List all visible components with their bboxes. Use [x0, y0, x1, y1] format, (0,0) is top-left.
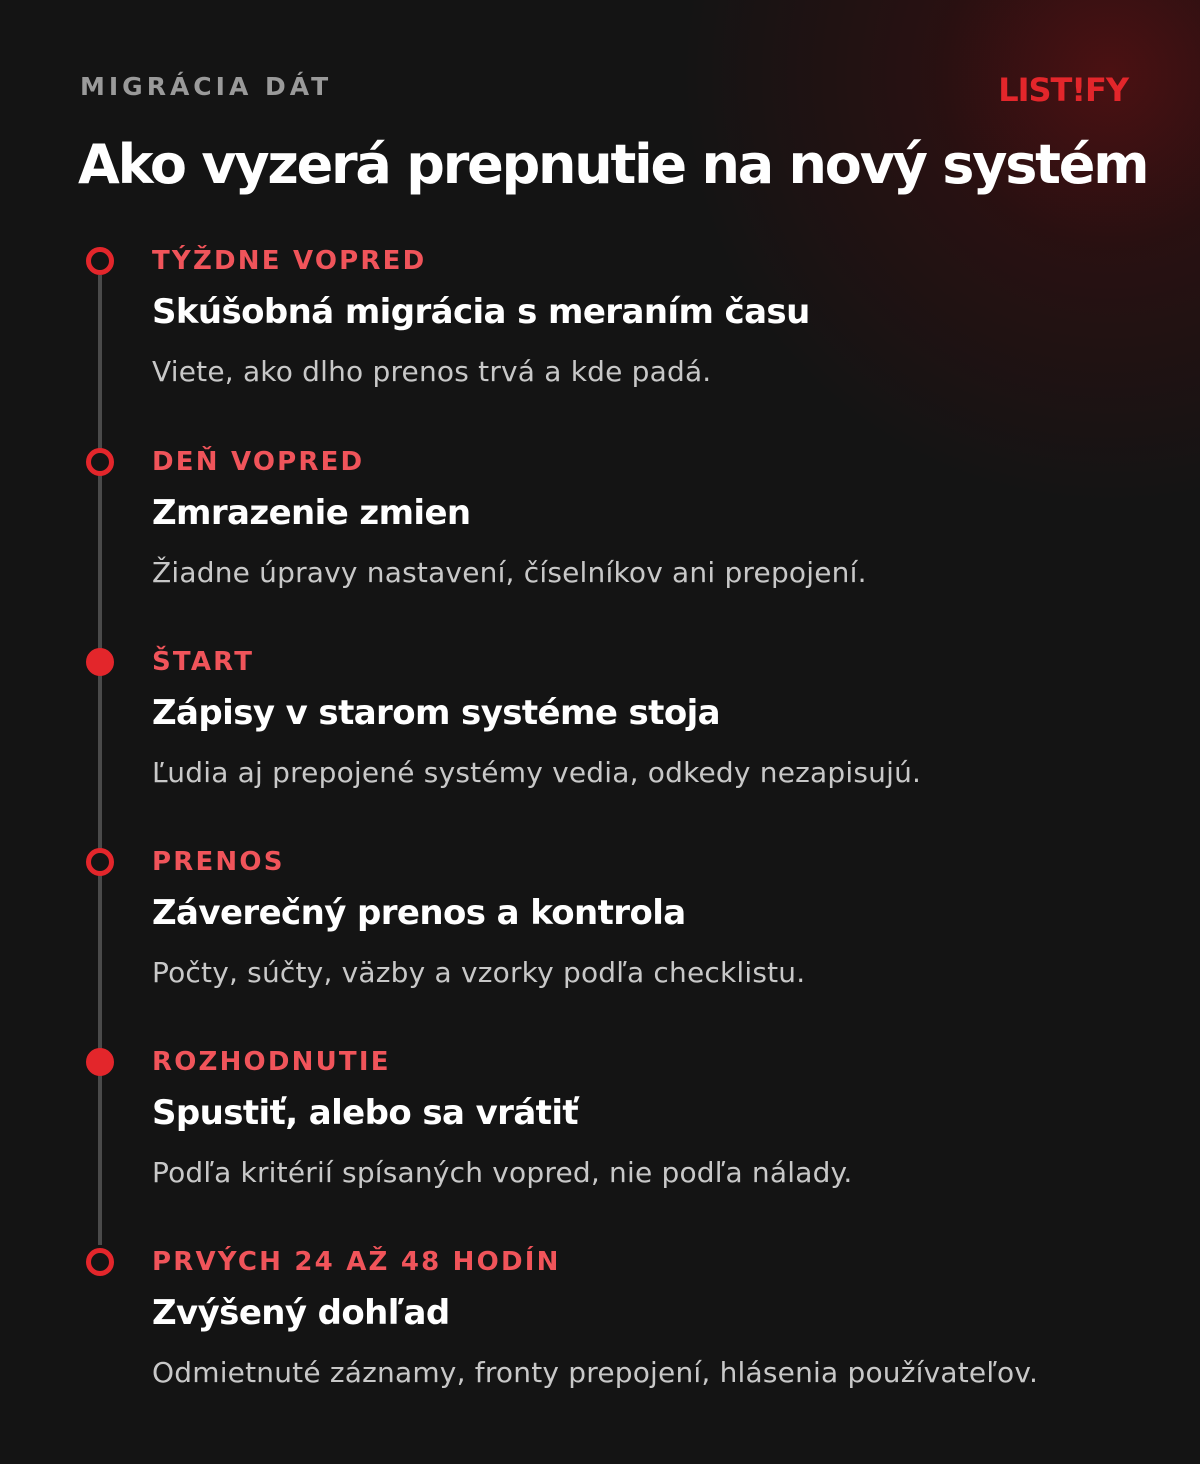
step-title: Zápisy v starom systéme stoja	[152, 693, 720, 733]
kicker: MIGRÁCIA DÁT	[80, 72, 333, 101]
timeline-step-weeks-before	[0, 242, 1200, 442]
step-marker-outline-icon	[86, 1248, 114, 1276]
step-title: Záverečný prenos a kontrola	[152, 893, 686, 933]
step-title: Spustiť, alebo sa vrátiť	[152, 1093, 579, 1133]
step-title: Zmrazenie zmien	[152, 493, 471, 533]
step-description: Viete, ako dlho prenos trvá a kde padá.	[152, 355, 712, 388]
step-description: Počty, súčty, väzby a vzorky podľa checklistu.	[152, 956, 806, 989]
step-description: Ľudia aj prepojené systémy vedia, odkedy nezapisujú.	[152, 756, 922, 789]
step-label: PRVÝCH 24 AŽ 48 HODÍN	[152, 1247, 561, 1277]
step-marker-outline-icon	[86, 848, 114, 876]
step-label: PRENOS	[152, 847, 285, 877]
timeline-step-decision	[0, 1043, 1200, 1243]
step-marker-filled-icon	[86, 648, 114, 676]
step-marker-outline-icon	[86, 247, 114, 275]
step-label: DEŇ VOPRED	[152, 447, 365, 477]
step-title: Skúšobná migrácia s meraním času	[152, 292, 810, 332]
timeline-step-transfer	[0, 843, 1200, 1043]
step-label: ŠTART	[152, 647, 255, 677]
timeline-step-day-before	[0, 443, 1200, 643]
step-label: ROZHODNUTIE	[152, 1047, 391, 1077]
step-label: TÝŽDNE VOPRED	[152, 246, 427, 276]
step-description: Odmietnuté záznamy, fronty prepojení, hlásenia používateľov.	[152, 1356, 1039, 1389]
step-marker-filled-icon	[86, 1048, 114, 1076]
step-title: Zvýšený dohľad	[152, 1293, 450, 1333]
step-description: Podľa kritérií spísaných vopred, nie podľa nálady.	[152, 1156, 853, 1189]
page-title: Ako vyzerá prepnutie na nový systém	[78, 133, 1148, 196]
timeline-step-first-hours	[0, 1243, 1200, 1443]
step-description: Žiadne úpravy nastavení, číselníkov ani prepojení.	[152, 556, 867, 589]
step-marker-outline-icon	[86, 448, 114, 476]
brand-logo: LIST!FY	[998, 71, 1128, 109]
timeline-step-start	[0, 643, 1200, 843]
